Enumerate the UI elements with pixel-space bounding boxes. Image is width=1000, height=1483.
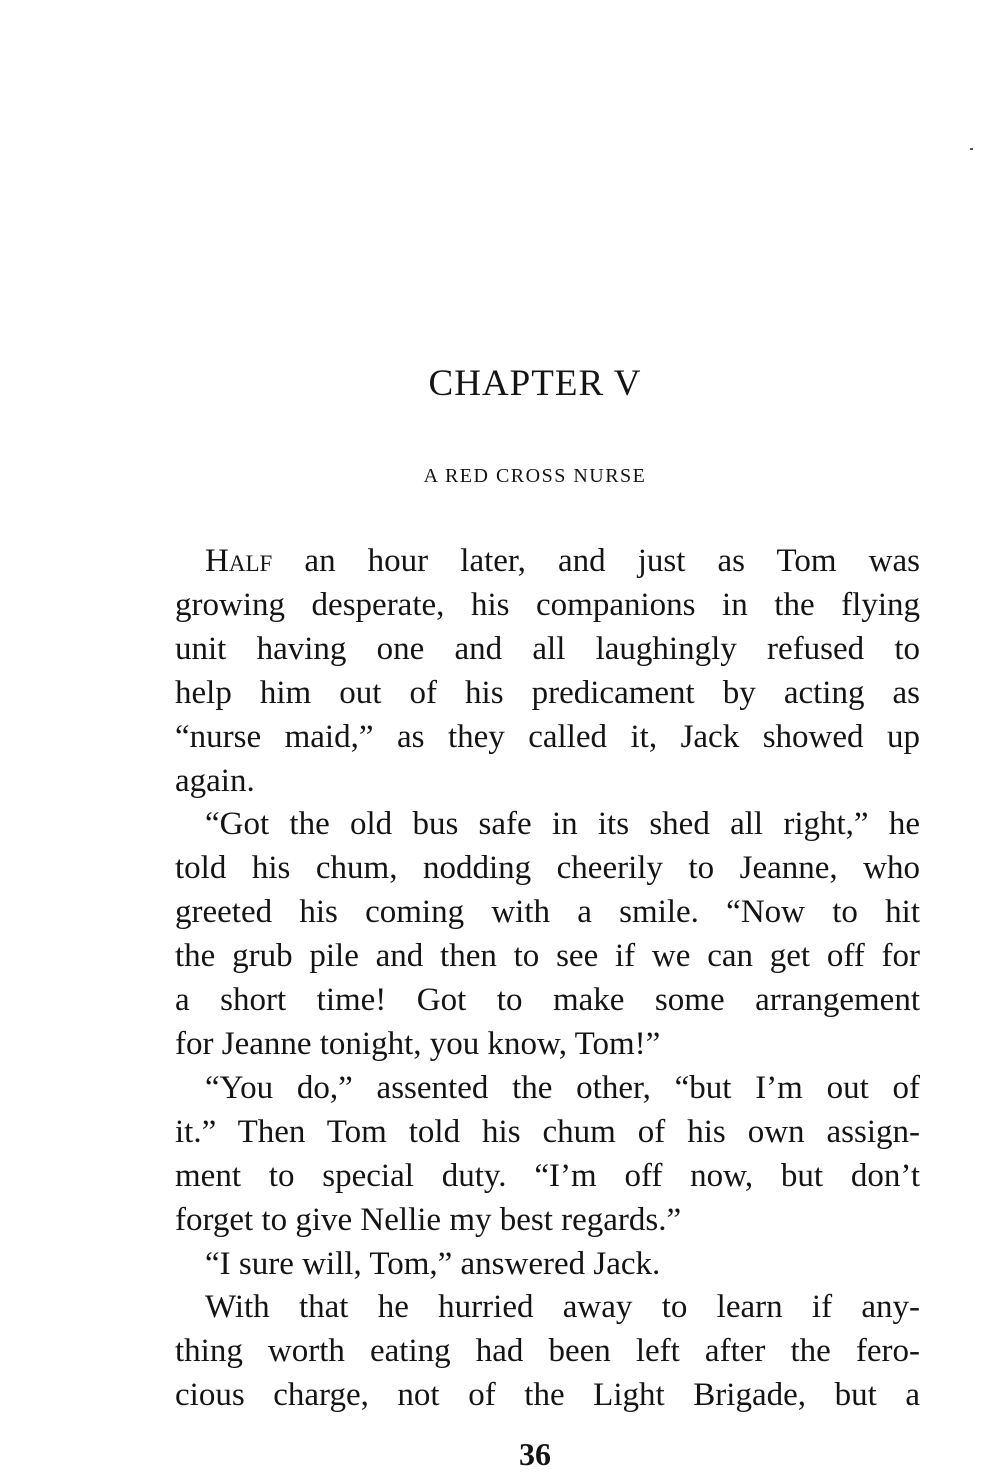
text-line: “nurse maid,” as they called it, Jack showed up: [175, 718, 920, 755]
paragraph-4: [145, 1243, 920, 1287]
text-line: unit having one and all laughingly refused to: [175, 630, 920, 667]
text-line: it.” Then Tom told his chum of his own assign-: [175, 1113, 920, 1150]
text-line: thing worth eating had been left after the fero-: [175, 1333, 920, 1370]
text-line: With that he hurried away to learn if any-: [205, 1289, 920, 1326]
text-line: a short time! Got to make some arrangement: [175, 982, 920, 1019]
chapter-title: A RED CROSS NURSE: [423, 465, 647, 487]
text-line: help him out of his predicament by acting as: [175, 674, 920, 711]
text-line: for Jeanne tonight, you know, Tom!”: [175, 1025, 661, 1062]
text-line: “You do,” assented the other, “but I’m out of: [205, 1069, 920, 1106]
text-line: cious charge, not of the Light Brigade, but a: [175, 1377, 920, 1414]
text-line: growing desperate, his companions in the flying: [175, 586, 920, 623]
text-line: greeted his coming with a smile. “Now to hit: [175, 894, 920, 931]
page-number: 36: [519, 1436, 551, 1472]
text-line: [145, 540, 920, 584]
text-line-content: an hour later, and just as Tom was: [272, 543, 920, 579]
text-line: told his chum, nodding cheerily to Jeanne, who: [175, 850, 920, 887]
paragraph-1: [145, 540, 920, 803]
body-text: [145, 540, 920, 1418]
text-line: forget to give Nellie my best regards.”: [175, 1201, 682, 1238]
print-speck: [970, 148, 973, 150]
text-line: ment to special duty. “I’m off now, but don’t: [175, 1157, 920, 1194]
text-line: “I sure will, Tom,” answered Jack.: [205, 1245, 661, 1282]
paragraph-5: [145, 1286, 920, 1418]
paragraph-2: [145, 803, 920, 1066]
text-line: the grub pile and then to see if we can get off for: [175, 938, 920, 975]
text-line: “Got the old bus safe in its shed all right,” he: [205, 806, 920, 843]
text-line: again.: [175, 762, 255, 799]
drop-lead-word: Half: [205, 543, 273, 579]
paragraph-3: [145, 1067, 920, 1243]
chapter-heading: CHAPTER V: [428, 363, 642, 404]
